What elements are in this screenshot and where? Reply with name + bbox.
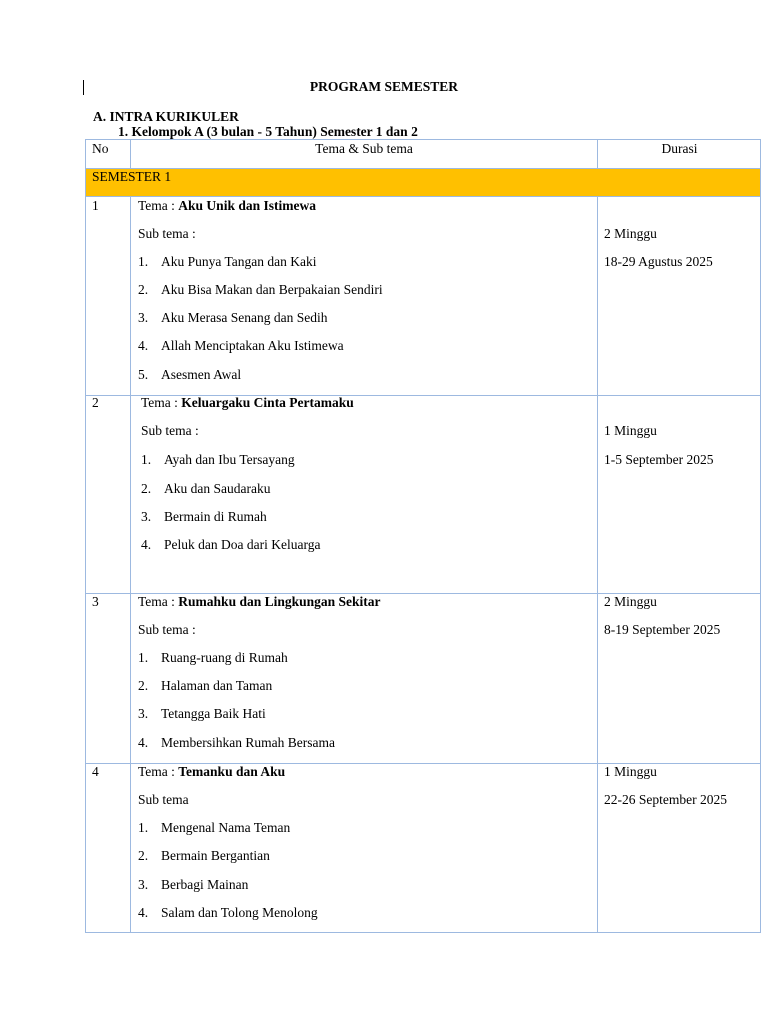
list-item: 3. Tetangga Baik Hati <box>138 706 266 721</box>
durasi-value: 1 Minggu <box>604 423 657 438</box>
list-item: 4. Membersihkan Rumah Bersama <box>138 735 335 750</box>
tema-title: Rumahku dan Lingkungan Sekitar <box>178 594 381 609</box>
list-item: 4. Allah Menciptakan Aku Istimewa <box>138 338 344 353</box>
list-item: 2. Aku dan Saudaraku <box>141 481 271 496</box>
tema-title: Temanku dan Aku <box>178 764 286 779</box>
sub-tema-label: Sub tema <box>138 792 189 807</box>
row-number: 2 <box>92 395 99 410</box>
list-item: 1. Ruang-ruang di Rumah <box>138 650 288 665</box>
list-item: 3. Berbagi Mainan <box>138 877 249 892</box>
list-item: 2. Bermain Bergantian <box>138 848 270 863</box>
sub-tema-label: Sub tema : <box>138 622 196 637</box>
tema-line: Tema : Rumahku dan Lingkungan Sekitar <box>138 594 381 609</box>
row-number: 1 <box>92 198 99 213</box>
sub-tema-label: Sub tema : <box>141 423 199 438</box>
header-no: No <box>92 141 109 156</box>
page-title: PROGRAM SEMESTER <box>309 79 459 94</box>
row-number: 3 <box>92 594 99 609</box>
list-item: 3. Aku Merasa Senang dan Sedih <box>138 310 328 325</box>
list-item: 2. Halaman dan Taman <box>138 678 273 693</box>
list-item: 1. Aku Punya Tangan dan Kaki <box>138 254 317 269</box>
divider <box>86 196 760 197</box>
tema-line: Tema : Keluargaku Cinta Pertamaku <box>141 395 354 410</box>
header-durasi: Durasi <box>661 141 698 156</box>
list-item: 1. Ayah dan Ibu Tersayang <box>141 452 295 467</box>
header-tema: Tema & Sub tema <box>315 141 413 156</box>
divider <box>130 196 131 932</box>
tanggal-value: 18-29 Agustus 2025 <box>604 254 713 269</box>
semester-label: SEMESTER 1 <box>92 169 172 184</box>
program-table <box>85 139 761 933</box>
durasi-value: 1 Minggu <box>604 764 657 779</box>
section-heading: A. INTRA KURIKULER <box>93 109 239 124</box>
durasi-value: 2 Minggu <box>604 226 657 241</box>
sub-tema-label: Sub tema : <box>138 226 196 241</box>
divider <box>86 168 760 169</box>
list-item: 1. Mengenal Nama Teman <box>138 820 291 835</box>
tanggal-value: 22-26 September 2025 <box>604 792 727 807</box>
semester-band <box>86 168 760 196</box>
row-number: 4 <box>92 764 99 779</box>
list-item: 5. Asesmen Awal <box>138 367 242 382</box>
list-item: 4. Peluk dan Doa dari Keluarga <box>141 537 321 552</box>
list-item: 4. Salam dan Tolong Menolong <box>138 905 318 920</box>
list-item: 2. Aku Bisa Makan dan Berpakaian Sendiri <box>138 282 383 297</box>
tanggal-value: 1-5 September 2025 <box>604 452 714 467</box>
subsection-heading: 1. Kelompok A (3 bulan - 5 Tahun) Semester 1 dan 2 <box>118 124 418 139</box>
durasi-value: 2 Minggu <box>604 594 657 609</box>
divider <box>597 196 598 932</box>
tanggal-value: 8-19 September 2025 <box>604 622 721 637</box>
tema-title: Keluargaku Cinta Pertamaku <box>181 395 354 410</box>
tema-line: Tema : Aku Unik dan Istimewa <box>138 198 316 213</box>
list-item: 3. Bermain di Rumah <box>141 509 267 524</box>
tema-title: Aku Unik dan Istimewa <box>178 198 316 213</box>
tema-line: Tema : Temanku dan Aku <box>138 764 286 779</box>
